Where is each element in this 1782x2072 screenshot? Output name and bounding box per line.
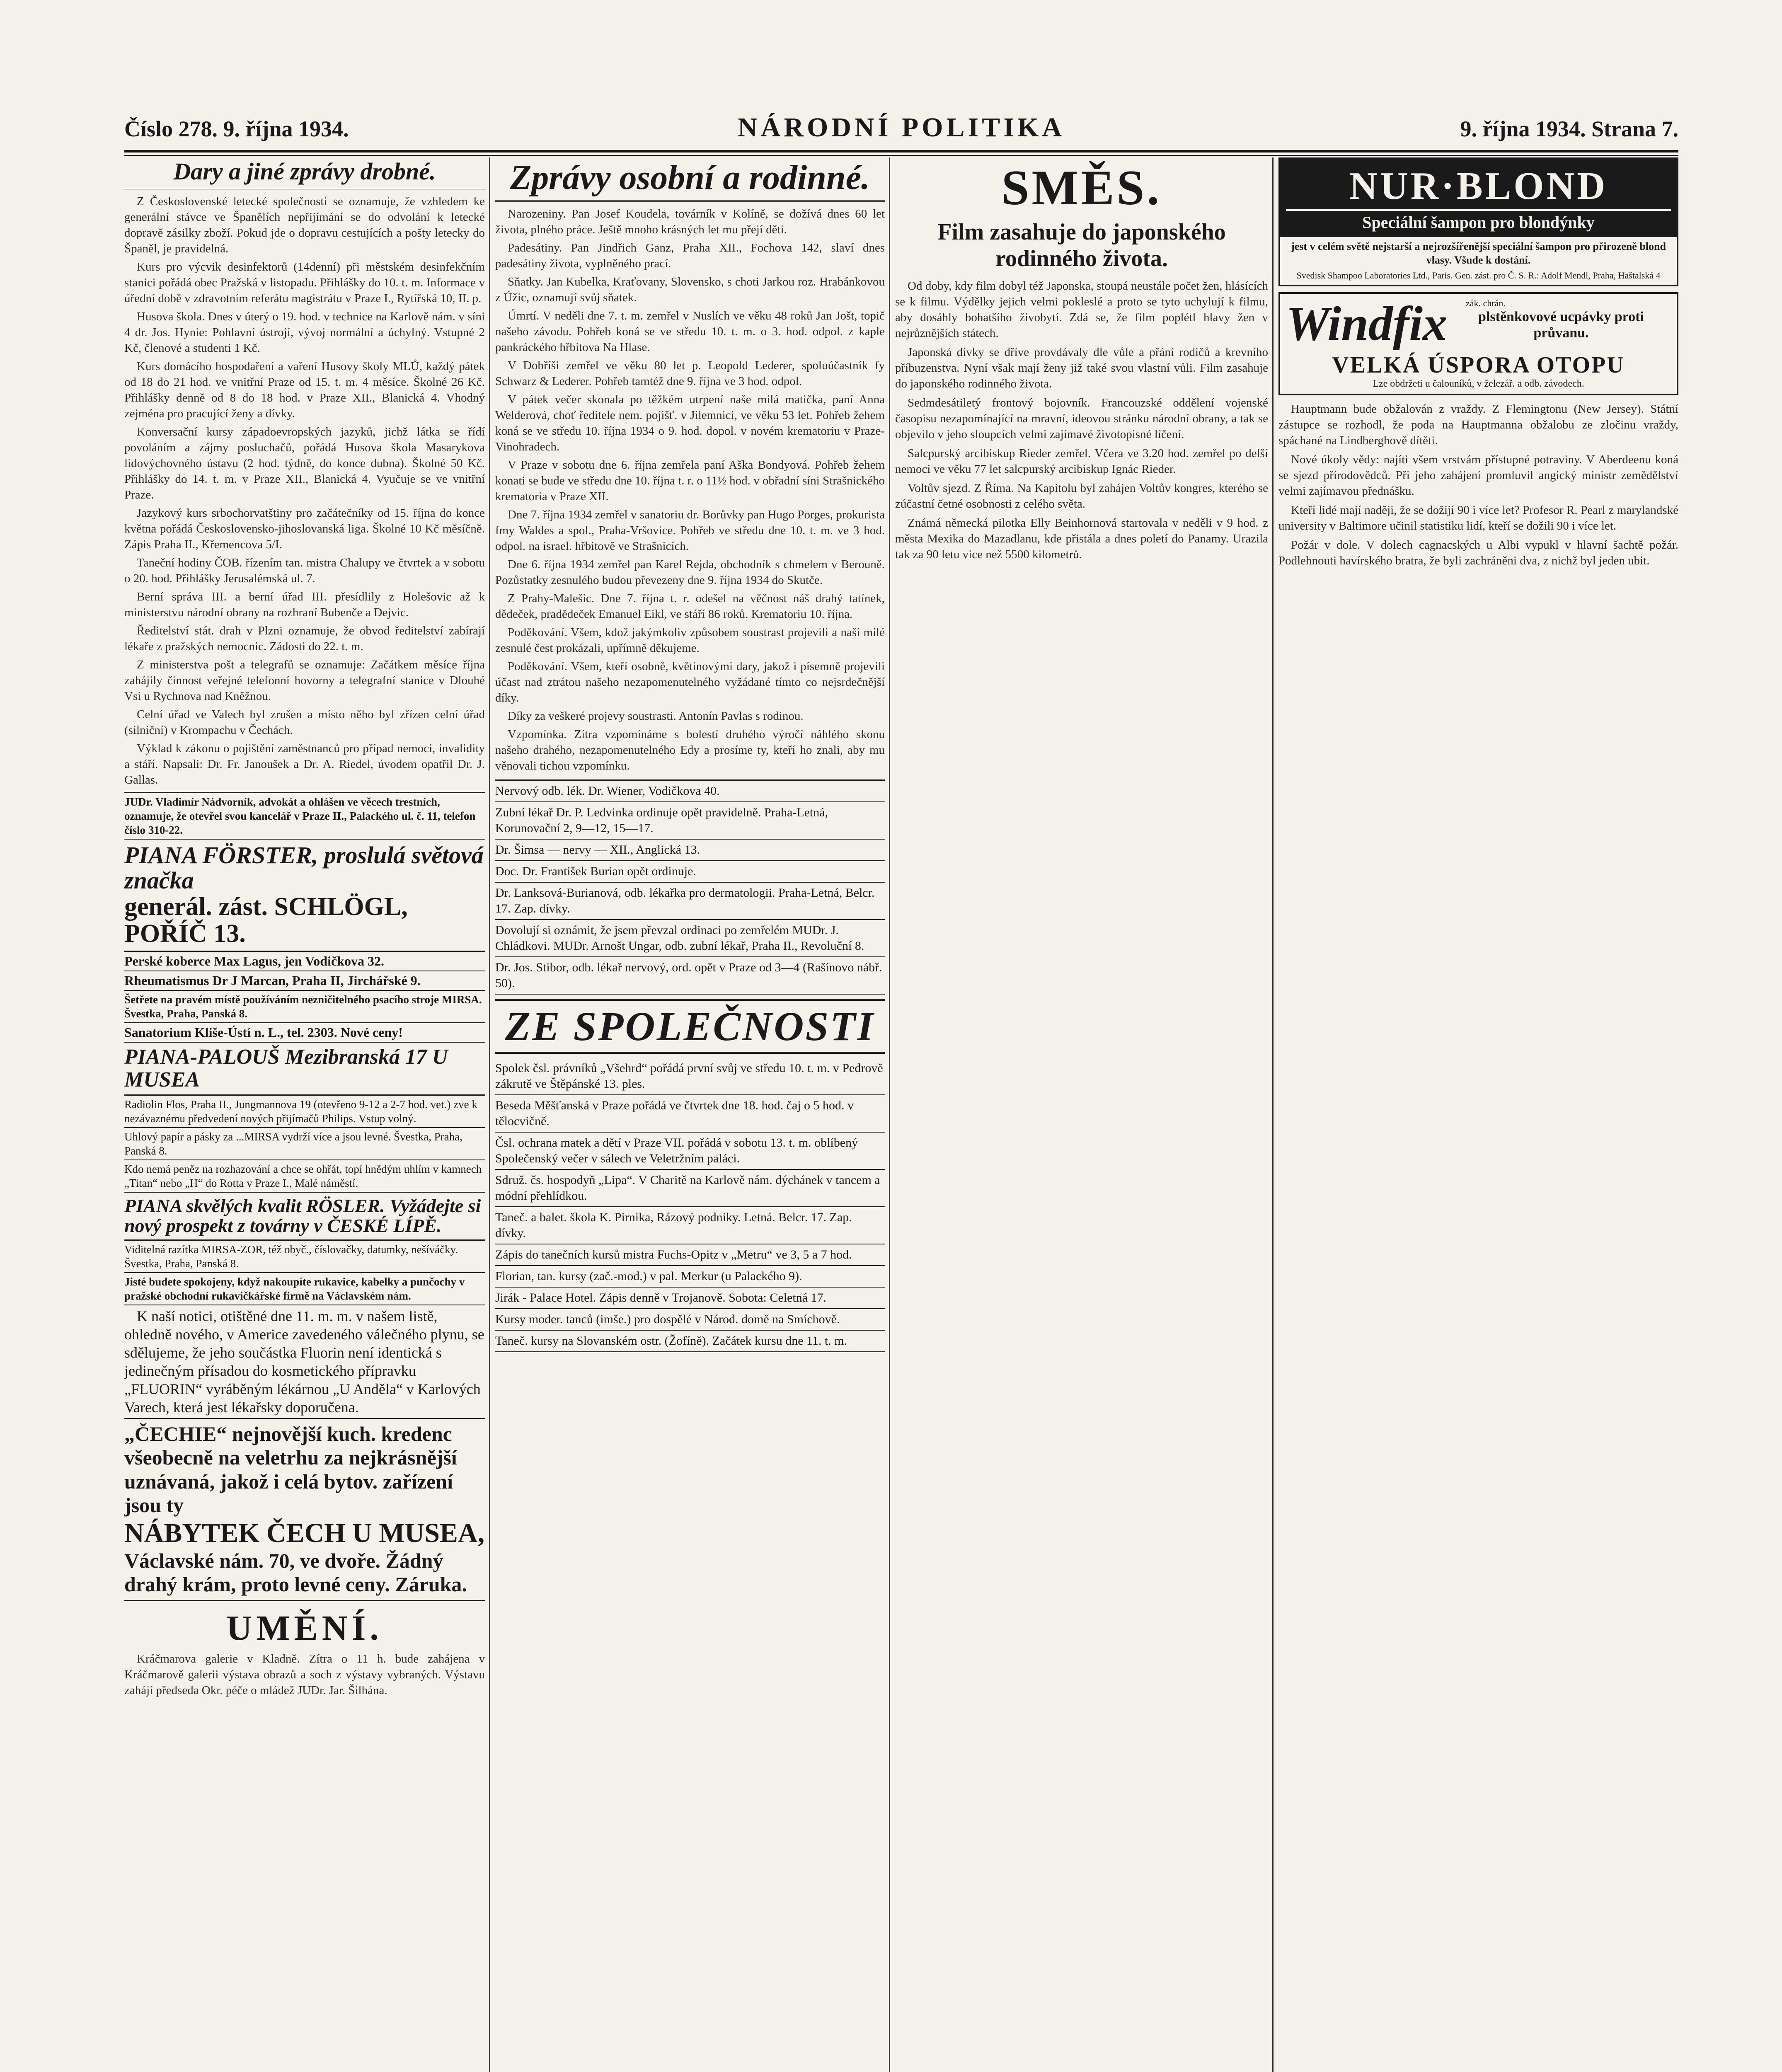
personal-item: Padesátiny. Pan Jindřich Ganz, Praha XII., Fochova 142, slaví dnes padesátiny života, vyplněného prací. [495, 241, 885, 270]
windfix-ad [1278, 292, 1678, 395]
personal-item: Sňatky. Jan Kubelka, Kraťovany, Slovensko, s choti Jarkou roz. Hrabánkovou z Úžic, oznamují svůj sňatek. [495, 275, 885, 304]
section-heading-dary: Dary a jiné zprávy drobné. [124, 157, 485, 189]
news-item: Celní úřad ve Valech byl zrušen a místo něho byl zřízen celní úřad (silniční) v Krompachu v Čechách. [124, 708, 485, 737]
article-paragraph: Od doby, kdy film dobyl též Japonska, stoupá neustále počet žen, hlásících se k filmu. Výdělky jejich velmi pokleslé a proto se tyto uchylují k filmu, aby dosáhly bohatšího živobytí. Zdá se, že film poplétl hlavy žen v nejrůznějších státech. [895, 279, 1268, 340]
news-item: Husova škola. Dnes v úterý o 19. hod. v technice na Karlově nám. v síni 4 dr. Jos. Hynie: Pohlavní ústrojí, vývoj normální a úchylný. Vstupné 2 Kč, členové a studenti 1 Kč. [124, 310, 485, 355]
personal-item: Dne 7. října 1934 zemřel v sanatoriu dr. Borůvky pan Hugo Porges, prokurista fmy Waldes a spol., Praha-Vršovice. Pohřeb ve středu dne 10. t. m. ve 3 hod. odpol. na israel. hřbitově ve Strašnicích. [495, 508, 885, 553]
listing: Dr. Jos. Stibor, odb. lékař nervový, ord. opět v Praze od 3—4 (Rašínovo nábř. 50). [495, 957, 885, 995]
article-paragraph: Známá německá pilotka Elly Beinhornová startovala v neděli v 9 hod. z města Mexika do Mazadlanu, kde přistála a dnes poletí do Panamy. Urazila tak za 90 letu vice než 5500 kilometrů. [895, 516, 1268, 561]
small-ad: Uhlový papír a pásky za ...MIRSA vydrží více a jsou levné. Švestka, Praha, Panská 8. [124, 1128, 485, 1160]
society-item: Beseda Měšťanská v Praze pořádá ve čtvrtek dne 18. hod. čaj o 5 hod. v tělocvičně. [495, 1095, 885, 1133]
personal-item: Vzpomínka. Zítra vzpomínáme s bolestí druhého výročí náhlého skonu našeho drahého, nezapomenutelného Edy a prosíme ty, kteří ho znali, aby mu věnovali tichou vzpomínku. [495, 728, 885, 772]
listing: Doc. Dr. František Burian opět ordinuje. [495, 861, 885, 883]
society-item: Florian, tan. kursy (zač.-mod.) v pal. Merkur (u Palackého 9). [495, 1266, 885, 1288]
column-smes [895, 157, 1268, 2072]
society-item: Zápis do tanečních kursů mistra Fuchs-Opitz v „Metru“ ve 3, 5 a 7 hod. [495, 1244, 885, 1266]
society-item: Kursy moder. tanců (imše.) pro dospělé v Národ. domě na Smíchově. [495, 1309, 885, 1331]
page-header [124, 112, 1678, 149]
umeni-heading: UMĚNÍ. [226, 1607, 383, 1648]
news-item: Požár v dole. V dolech cagnacských u Albi vypukl v hlavní šachtě požár. Podlehnouti havírského bratra, že byli zachráněni dva, z nichž byl jeden ubit. [1278, 538, 1678, 568]
news-item: Kurs domácího hospodaření a vaření Husovy školy MLŮ, každý pátek od 18 do 21 hod. ve vnitřní Praze od 15. t. m. 4 měsíce. Školné 26 Kč. Přihlášky denně od 8 do 18 hod. v Praze XII., Blanická 4. Vhodný zejména pro pracující ženy a dívky. [124, 360, 485, 420]
society-item: Čsl. ochrana matek a dětí v Praze VII. pořádá v sobotu 13. t. m. oblíbený Společenský večer v sálech ve Veletržním paláci. [495, 1133, 885, 1170]
society-item: Spolek čsl. právníků „Všehrd“ pořádá první svůj ve středu 10. t. m. v Pedrově zákrutě ve Štěpánské 13. ples. [495, 1058, 885, 1095]
piana-forster-ad [124, 840, 485, 952]
news-item: Kteří lidé mají naději, že se dožijí 90 i více let? Profesor R. Pearl z marylandské university v Baltimore učinil statistiku lidí, kteří se dožili 90 i více let. [1278, 503, 1678, 533]
windfix-registered: zák. chrán. [1466, 298, 1506, 309]
news-item: Konversační kursy západoevropských jazyků, jichž látka se řídí povoláním a zájmy posluchačů, pořádá Husova škola Masarykova lidovýchovného ústavu (2 hod. týdně, do konce dubna). Školné 50 Kč. Přihlášky do 14. t. m. v Praze XII., Blanická 4. Vyučuje se ve vnitřní Praze. [124, 425, 485, 501]
piana-rosler-ad: PIANA skvělých kvalit RÖSLER. Vyžádejte si nový prospekt z továrny v ČESKÉ LÍPĚ. [124, 1193, 485, 1241]
article-title-film: Film zasahuje do japonského rodinného života. [937, 219, 1226, 272]
personal-item: V Praze v sobotu dne 6. října zemřela paní Aška Bondyová. Pohřeb žehem konati se bude ve středu dne 10. října t. r. o 11½ hod. v obřadní síni Strašnického krematoria v Praze XII. [495, 458, 885, 503]
news-item: Nové úkoly vědy: najíti všem vrstvám přístupné potraviny. V Aberdeenu koná se sjezd přírodovědců. Při jeho zahájení promluvil angický ministr zemědělství velmi zajímavou přednášku. [1278, 453, 1678, 498]
column-rule [489, 157, 490, 2072]
windfix-desc-text: plstěnkovové ucpávky proti průvanu. [1478, 309, 1644, 341]
news-item: Ředitelství stát. drah v Plzni oznamuje, že obvod ředitelství zabírají lékaře z pražských nemocnic. Zádosti do 22. t. m. [124, 624, 485, 653]
column-rule [1272, 157, 1274, 2072]
nabytek-address: Václavské nám. 70, ve dvoře. Žádný drahý krám, proto levné ceny. Záruka. [124, 1549, 467, 1596]
ad-line: Rheumatismus Dr J Marcan, Praha II, Jirchářské 9. [124, 971, 485, 991]
windfix-description [1466, 298, 1656, 341]
windfix-slogan: VELKÁ ÚSPORA OTOPU [1332, 352, 1625, 378]
nur-blond-title: NUR·BLOND [1286, 162, 1671, 211]
news-item: Jazykový kurs srbochorvatštiny pro začátečníky od 15. října do konce května pořádá Československo-jihoslovanská liga. Školné 10 Kč měsíčně. Zápis Praha II., Křemencova 5/I. [124, 506, 485, 551]
small-ad: Kdo nemá peněz na rozhazování a chce se ohřát, topí hnědým uhlím v kamnech „Titan“ nebo „H“ do Rotta v Praze I., Malé náměstí. [124, 1160, 485, 1193]
nabytek-title: NÁBYTEK ČECH U MUSEA, [124, 1518, 485, 1548]
personal-item: V Dobříši zemřel ve věku 80 let p. Leopold Lederer, spoluúčastník fy Schwarz & Lederer. Pohřeb tamtéž dne 9. října ve 3 hod. odpol. [495, 359, 885, 388]
windfix-where: Lze obdržeti u čalouníků, v železář. a odb. závodech. [1373, 378, 1584, 390]
article-lead: Z Československé letecké společnosti se oznamuje, že vzhledem ke generální stávce ve Španělích nepřijímání se do odvolání k letecké dopravě zásilky zboží. Pokud jde o dopravu cestujících a pošty letecky do Španěl, je pravidelná. [124, 195, 485, 255]
listing: Dovolují si oznámit, že jsem převzal ordinaci po zemřelém MUDr. J. Chládkovi. MUDr. Arnošt Ungar, odb. zubní lékař, Praha II., Revoluční 8. [495, 920, 885, 957]
masthead: NÁRODNÍ POLITIKA [738, 112, 1065, 143]
small-ad: Jisté budete spokojeny, když nakoupíte rukavice, kabelky a punčochy v pražské obchodní rukavičkářské firmě na Václavském nám. [124, 1273, 485, 1305]
listing: Zubní lékař Dr. P. Ledvinka ordinuje opět pravidelně. Praha-Letná, Korunovační 2, 9—12, 15—17. [495, 802, 885, 840]
article-paragraph: Japonská dívky se dříve provdávaly dle vůle a přání rodičů a krevního příbuzenstva. Nyní však mají ženy již také svou vlastní vůli. Film zasahuje do japonského rodinného života. [895, 345, 1268, 390]
umeni-article: Kráčmarova galerie v Kladně. Zítra o 11 h. bude zahájena v Kráčmarově galerii výstava obrazů a soch z výstavy vybraných. Výstavu zahájí předseda Okr. péče o mládež JUDr. Jar. Šilhána. [124, 1652, 485, 1697]
ad-line: Šetřete na pravém místě používáním nezničitelného psacího stroje MIRSA. Švestka, Praha, Panská 8. [124, 991, 485, 1023]
piana-palous-ad: PIANA-PALOUŠ Mezibranská 17 U MUSEA [124, 1043, 485, 1096]
personal-item: Úmrtí. V neděli dne 7. t. m. zemřel v Nuslích ve věku 48 roků Jan Jošt, topič našeho závodu. Pohřeb koná se ve středu 10. t. m. o 3. hod. odpol. z kaple pankráckého hřbitova Na Hlase. [495, 309, 885, 354]
news-item: Výklad k zákonu o pojištění zaměstnanců pro případ nemoci, invalidity a stáří. Napsali: Dr. Fr. Janoušek a Dr. A. Riedel, úvodem opatřil Dr. J. Gallas. [124, 742, 485, 787]
column-osobni [495, 157, 885, 2072]
section-heading-osobni: Zprávy osobní a rodinné. [495, 157, 885, 202]
article-paragraph: Sedmdesátiletý frontový bojovník. Francouzské oddělení vojenské časopisu nezapomínající na mravní, ideovou stránku národní obrany, a tak se objevilo v jeho sloupcích velmi zajímavé životopisné líčení. [895, 396, 1268, 441]
column-dary [124, 157, 485, 2072]
nur-blond-ad [1278, 157, 1678, 237]
small-ad: Radiolin Flos, Praha II., Jungmannova 19 (otevřeno 9-12 a 2-7 hod. vet.) zve k nezávaznému předvedení nových přijímačů Philips. Vstup volný. [124, 1096, 485, 1128]
column-rule [889, 157, 890, 2072]
small-ad: Viditelná razítka MIRSA-ZOR, též obyč., číslovačky, datumky, nešíváčky. Švestka, Praha, Panská 8. [124, 1241, 485, 1273]
header-rule-thin [124, 155, 1678, 156]
listing: Nervový odb. lék. Dr. Wiener, Vodičkova 40. [495, 781, 885, 802]
personal-item: Poděkování. Všem, kdož jakýmkoliv způsobem soustrast projevili a naší milé zesnulé čest prokázali, upřímně děkujeme. [495, 626, 885, 655]
advocate-notice: JUDr. Vladimír Nádvorník, advokát a ohlášen ve věcech trestních, oznamuje, že otevřel svou kancelář v Praze II., Palackého ul. č. 11, telefon číslo 310-22. [124, 792, 485, 840]
nur-blond-body [1278, 237, 1678, 286]
windfix-logo: Windfix [1286, 296, 1448, 351]
article-paragraph: Salcpurský arcibiskup Rieder zemřel. Včera ve 3.20 hod. zemřel po delší nemoci ve věku 77 let salcpurský arcibiskup Ignác Rieder. [895, 446, 1268, 476]
news-item: Berní správa III. a berní úřad III. přesídlily z Holešovic až k ministerstvu národní obrany na rozhraní Bubenče a Dejvic. [124, 590, 485, 619]
ad-line: Perské koberce Max Lagus, jen Vodičkova 32. [124, 952, 485, 971]
page-date: 9. října 1934. Strana 7. [1460, 116, 1678, 141]
article-paragraph: Voltův sjezd. Z Říma. Na Kapitolu byl zahájen Voltův kongres, kterého se zúčastní četné osobnosti z celého světa. [895, 481, 1268, 511]
personal-item: Narozeniny. Pan Josef Koudela, továrník v Kolíně, se dožívá dnes 60 let života, plného práce. Ještě mnoho krásných let mu přejí děti. [495, 207, 885, 236]
section-heading-spolecnosti: ZE SPOLEČNOSTI [495, 999, 885, 1054]
news-item: Taneční hodiny ČOB. řízením tan. mistra Chalupy ve čtvrtek a v sobotu o 20. hod. Přihlášky Jerusalémská ul. 7. [124, 556, 485, 585]
nur-blond-agent: Svedisk Shampoo Laboratories Ltd., Paris. Gen. zást. pro Č. S. R.: Adolf Mendl, Praha, Haštalská 4 [1296, 270, 1661, 281]
cechie-ad [124, 1419, 485, 1601]
personal-item: Dne 6. října 1934 zemřel pan Karel Rejda, obchodník s chmelem v Berouně. Pozůstatky zesnulého budou převezeny dne 9. října 1934 do Skutče. [495, 558, 885, 587]
fluorin-notice: K naší notici, otištěné dne 11. m. m. v našem listě, ohledně nového, v Americe zavedeného válečného plynu, se sdělujeme, že jeho součástka Fluorin není identická s jedinečným přísadou do kosmetického přípravku „FLUORIN“ vyráběným lékárnou „U Anděla“ v Karlových Varech, která jest lékařsky doporučena. [124, 1305, 485, 1419]
nur-blond-subtitle: Speciální šampon pro blondýnky [1362, 213, 1595, 232]
header-rule [124, 150, 1678, 152]
news-item: Z ministerstva pošt a telegrafů se oznamuje: Začátkem měsíce října zahájily činnost veřejné telefonní hovorny a telegrafní stanice v Dlouhé Vsi u Rychnova nad Kněžnou. [124, 658, 485, 703]
society-item: Jirák - Palace Hotel. Zápis denně v Trojanově. Sobota: Celetná 17. [495, 1288, 885, 1309]
society-item: Taneč. kursy na Slovanském ostr. (Žofíně). Začátek kursu dne 11. t. m. [495, 1331, 885, 1352]
medical-listings [495, 779, 885, 995]
news-item: Kurs pro výcvik desinfektorů (14denní) při městském desinfekčním stanici pořádá obec Pražská v listopadu. Přihlášky do 10. t. m. Informace v úřední době v zdravotním referátu magistrátu v Praze I., Rytířská 10, II. p. [124, 260, 485, 305]
piana-forster-title: PIANA FÖRSTER, proslulá světová značka [124, 842, 484, 894]
society-item: Sdruž. čs. hospodyň „Lipa“. V Charitě na Karlově nám. dýchánek v tancem a módní přehlídkou. [495, 1170, 885, 1207]
column-right [1278, 157, 1678, 2072]
listing: Dr. Šimsa — nervy — XII., Anglická 13. [495, 840, 885, 861]
section-heading-smes: SMĚS. [1001, 160, 1162, 215]
news-item: Hauptmann bude obžalován z vraždy. Z Flemingtonu (New Jersey). Státní zástupce se rozhodl, že poda na Hauptmanna obžalobu ze zločinu vraždy, spáchané na Lindberghově dítěti. [1278, 402, 1678, 448]
personal-item: Díky za veškeré projevy soustrasti. Antonín Pavlas s rodinou. [508, 709, 804, 723]
personal-item: Poděkování. Všem, kteří osobně, květinovými dary, jakož i písemně projevili účast nad ztrátou našeho nezapomenutelného vyžádané tímto co nejsrdečnější díky. [495, 660, 885, 704]
listing: Dr. Lanksová-Burianová, odb. lékařka pro dermatologii. Praha-Letná, Belcr. 17. Zap. dívky. [495, 883, 885, 920]
personal-item: V pátek večer skonala po těžkém utrpení naše milá matička, paní Anna Welderová, choť ředitele nem. pojišť. v Jilemnici, ve věku 53 let. Pohřeb žehem koná se ve středu 10. října 1934 o 9. hod. dopol. v novém krematoriu v Praze-Vinohradech. [495, 393, 885, 453]
personal-item: Z Prahy-Malešic. Dne 7. října t. r. odešel na věčnost náš drahý tatínek, dědeček, pradědeček Emanuel Eikl, ve stáří 86 roků. Krematoriu 10. října. [495, 592, 885, 621]
society-item: Taneč. a balet. škola K. Pirnika, Rázový podniky. Letná. Belcr. 17. Zap. dívky. [495, 1207, 885, 1244]
issue-number: Číslo 278. 9. října 1934. [124, 116, 349, 141]
piana-forster-agent: generál. zást. SCHLÖGL, POŘÍČ 13. [124, 892, 408, 948]
ad-line: Sanatorium Kliše-Ústí n. L., tel. 2303. Nové ceny! [124, 1023, 485, 1043]
nur-blond-text: jest v celém světě nejstarší a nejrozšířenější speciální šampon pro přirozeně blond vlasy. Všude k dostání. [1291, 240, 1666, 266]
cechie-text: „ČECHIE“ nejnovější kuch. kredenc všeobecně na veletrhu za nejkrásnější uznávaná, jakož i celá bytov. zařízení jsou ty [124, 1422, 457, 1517]
